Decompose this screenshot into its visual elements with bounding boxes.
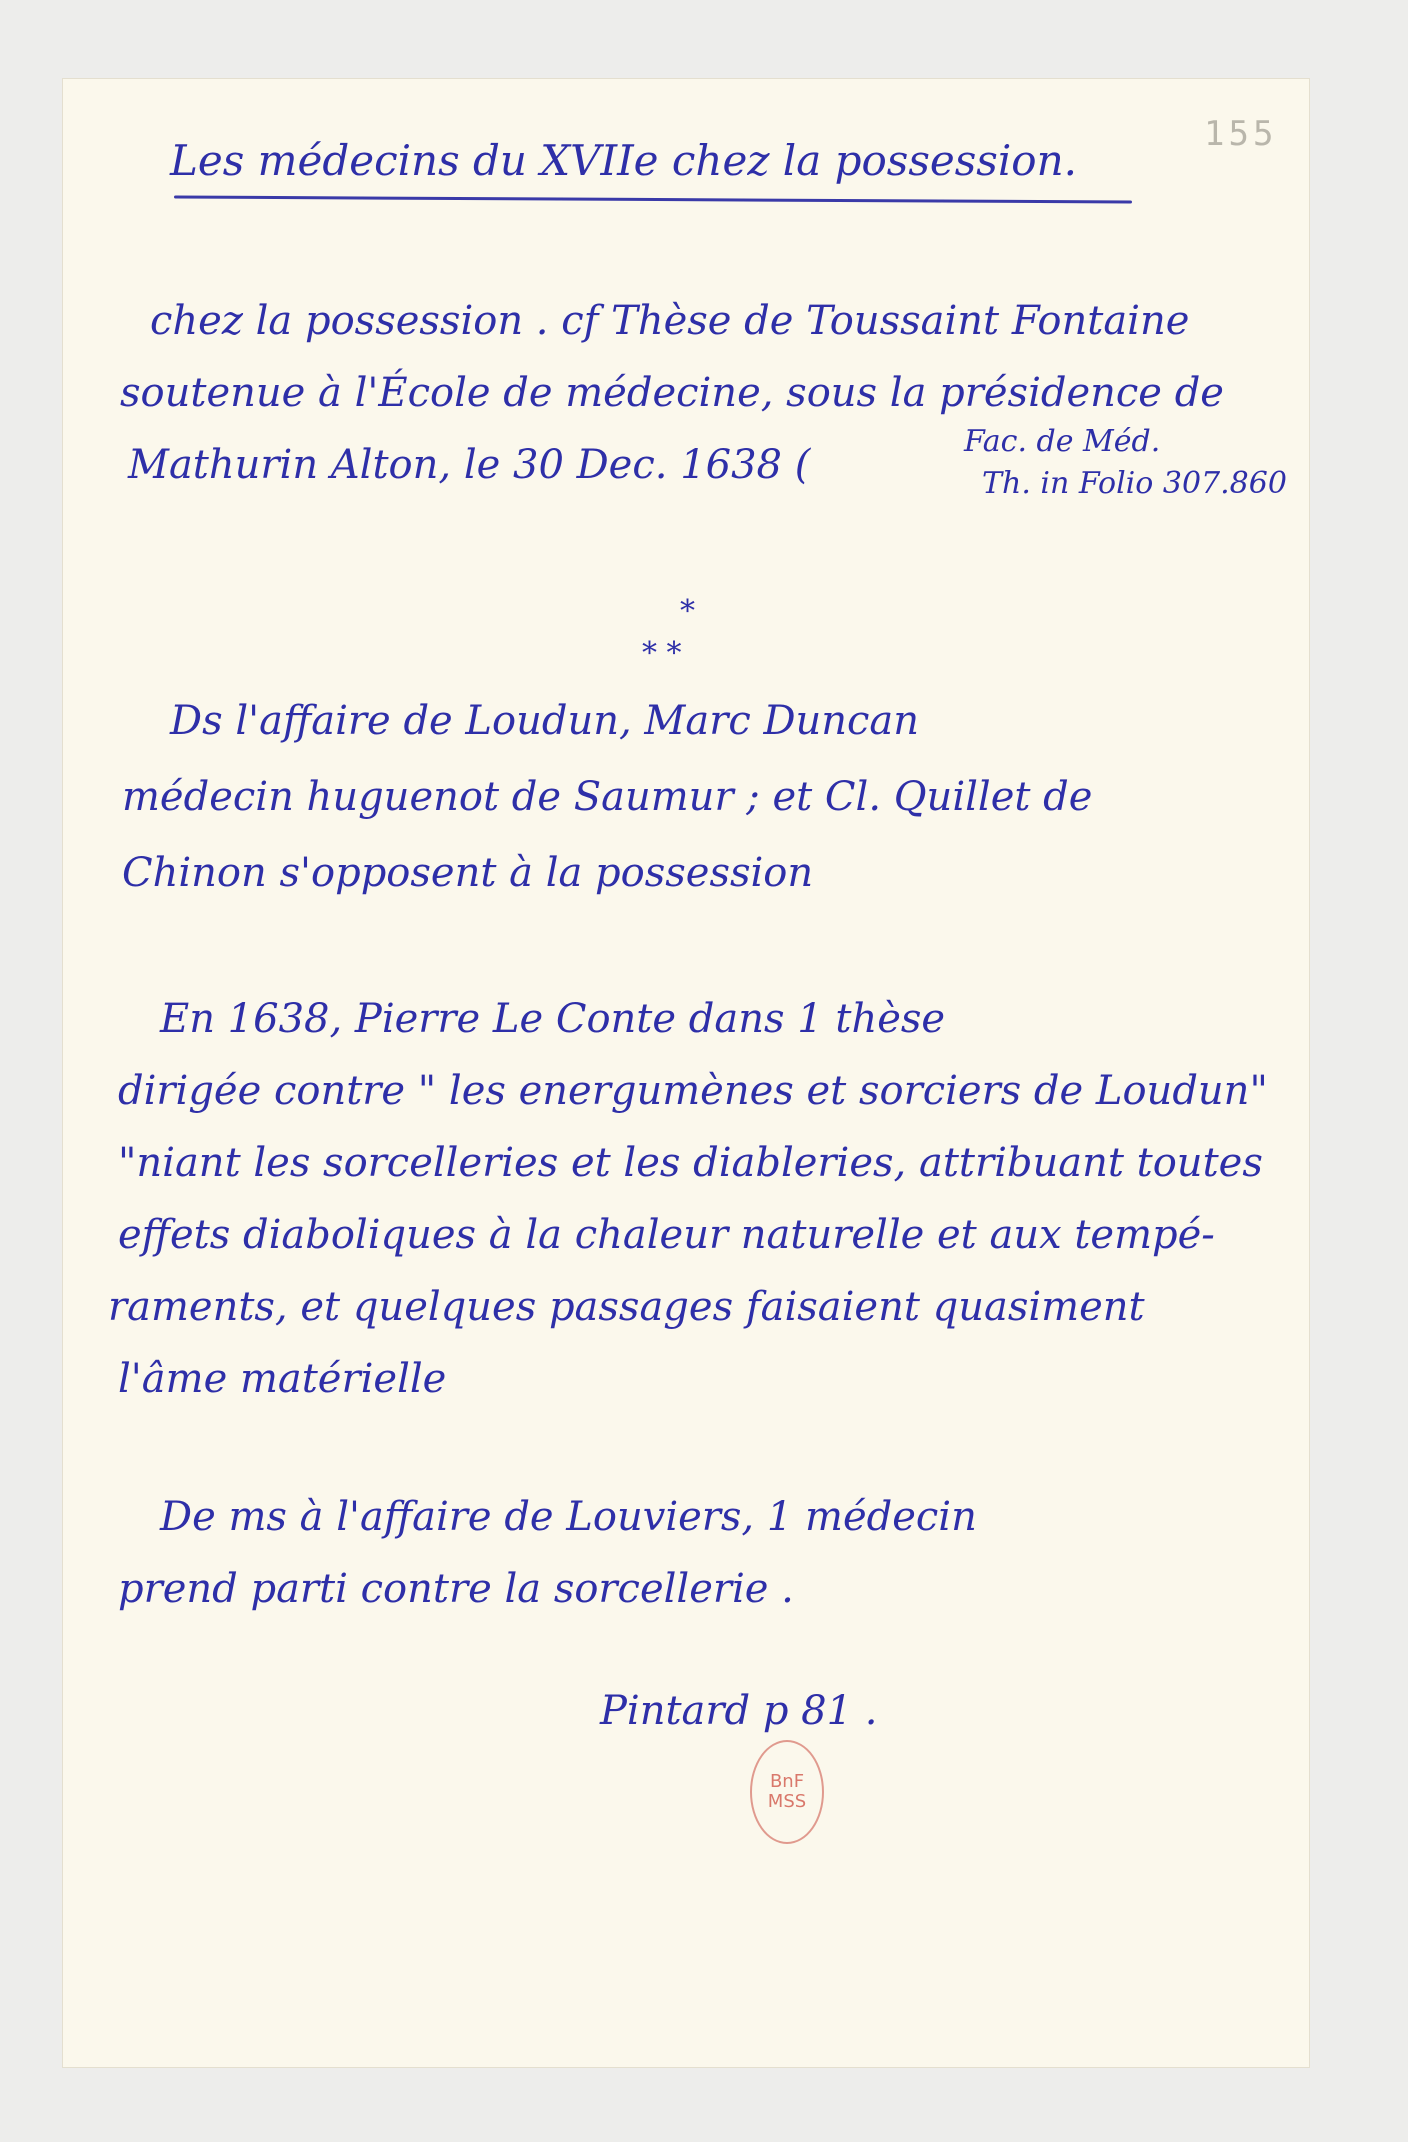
paragraph1-ref1: Fac. de Méd.: [964, 424, 1161, 459]
folio-number: 155: [1204, 114, 1278, 154]
paragraph2-line2: médecin huguenot de Saumur ; et Cl. Quillet de: [122, 774, 1093, 820]
paragraph3-line4: effets diaboliques à la chaleur naturelle et aux tempé-: [118, 1212, 1215, 1258]
paragraph3-line2: dirigée contre " les energumènes et sorciers de Loudun": [118, 1068, 1268, 1114]
paragraph1-line2: soutenue à l'École de médecine, sous la présidence de: [120, 370, 1224, 416]
paragraph1-ref2: Th. in Folio 307.860: [982, 466, 1287, 501]
page-title: Les médecins du XVIIe chez la possession.: [170, 136, 1077, 185]
paragraph1-line3: Mathurin Alton, le 30 Dec. 1638 (: [128, 442, 811, 488]
separator-top: *: [680, 594, 695, 629]
stamp-line2: MSS: [767, 1791, 807, 1812]
paragraph4-line1: De ms à l'affaire de Louviers, 1 médecin: [160, 1494, 977, 1540]
stamp-line1: BnF: [769, 1771, 805, 1793]
paragraph4-line2: prend parti contre la sorcellerie .: [118, 1566, 794, 1612]
manuscript-page: [62, 78, 1310, 2068]
separator-bottom: * *: [642, 636, 682, 671]
bnf-stamp: [750, 1740, 824, 1844]
paragraph3-line6: l'âme matérielle: [118, 1356, 447, 1402]
signature: Pintard p 81 .: [600, 1688, 878, 1734]
title-underline: [174, 195, 1132, 203]
paragraph3-line5: raments, et quelques passages faisaient quasiment: [108, 1284, 1145, 1330]
paragraph3-line3: "niant les sorcelleries et les diableries, attribuant toutes: [118, 1140, 1263, 1186]
paragraph2-line1: Ds l'affaire de Loudun, Marc Duncan: [170, 698, 920, 744]
paragraph2-line3: Chinon s'opposent à la possession: [122, 850, 814, 896]
paragraph3-line1: En 1638, Pierre Le Conte dans 1 thèse: [160, 996, 946, 1042]
paragraph1-line1: chez la possession . cf Thèse de Toussaint Fontaine: [150, 298, 1190, 344]
